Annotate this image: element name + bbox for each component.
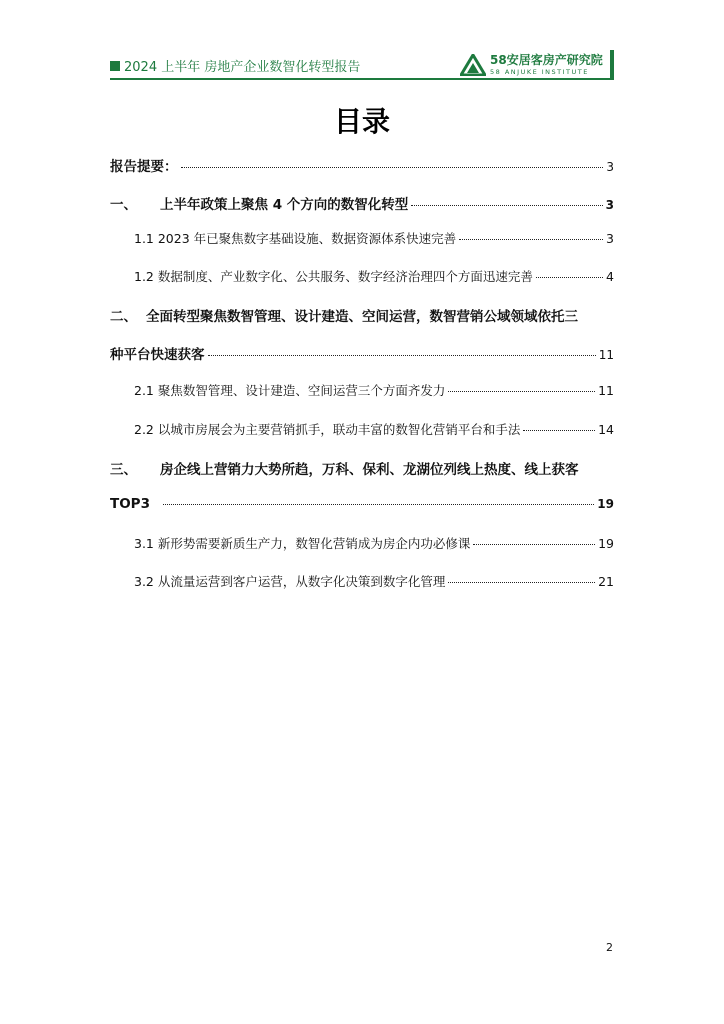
section-title-line1: 房企线上营销力大势所趋，万科、保利、龙湖位列线上热度、线上获客 bbox=[160, 462, 579, 478]
toc-entry-label: 3.1 新形势需要新质生产力，数智化营销成为房企内功必修课 bbox=[134, 536, 471, 551]
toc-entry-label bbox=[110, 193, 408, 213]
toc-entry-section-2-line1[interactable] bbox=[110, 305, 614, 327]
toc-leader-dots bbox=[459, 239, 603, 240]
toc-leader-dots bbox=[448, 582, 595, 583]
toc-leader-dots bbox=[208, 355, 596, 356]
toc-entry-page: 21 bbox=[598, 574, 614, 589]
logo-bar bbox=[610, 50, 614, 80]
toc-entry-section-3[interactable] bbox=[110, 496, 614, 518]
toc-entry-section-1[interactable] bbox=[110, 193, 614, 215]
page-number: 2 bbox=[606, 941, 613, 954]
toc-entry-label: 1.1 2023 年已聚焦数字基础设施、数据资源体系快速完善 bbox=[134, 231, 457, 246]
toc-title: 目录 bbox=[333, 105, 390, 138]
toc-entry-3-2[interactable] bbox=[134, 572, 614, 594]
toc-entry-label: 报告提要： bbox=[110, 159, 178, 175]
toc-entry-2-2[interactable] bbox=[134, 420, 614, 442]
section-number: 二、 bbox=[110, 309, 137, 325]
toc-entry-label: 3.2 从流量运营到客户运营，从数字化决策到数字化管理 bbox=[134, 574, 446, 589]
toc-entry-page: 3 bbox=[606, 231, 614, 246]
toc-entry-2-1[interactable] bbox=[134, 381, 614, 403]
toc-entry-page: 19 bbox=[598, 536, 614, 551]
toc-entry-page: 3 bbox=[606, 160, 614, 174]
header-divider bbox=[110, 78, 614, 80]
toc-entry-3-1[interactable] bbox=[134, 534, 614, 556]
toc-entry-summary[interactable] bbox=[110, 155, 614, 177]
report-header-title: 2024 上半年 房地产企业数智化转型报告 bbox=[124, 60, 361, 75]
section-title-line1: 全面转型聚焦数智管理、设计建造、空间运营，数智营销公域领域依托三 bbox=[146, 309, 578, 325]
logo-subtitle: 58 ANJUKE INSTITUTE bbox=[490, 68, 589, 76]
toc-entry-page: 4 bbox=[606, 269, 614, 284]
toc-entry-page: 14 bbox=[598, 422, 614, 437]
logo-name: 58安居客房产研究院 bbox=[490, 53, 603, 67]
toc-leader-dots bbox=[411, 205, 602, 206]
toc-entry-section-2[interactable] bbox=[110, 343, 614, 365]
section-title: 上半年政策上聚焦 4 个方向的数智化转型 bbox=[160, 197, 409, 213]
toc-entry-1-1[interactable] bbox=[134, 229, 614, 251]
section-title-line2: 种平台快速获客 bbox=[110, 347, 205, 363]
toc-entry-label: 2.2 以城市房展会为主要营销抓手，联动丰富的数智化营销平台和手法 bbox=[134, 422, 521, 437]
toc-leader-dots bbox=[536, 277, 603, 278]
section-title-line2: TOP3 bbox=[110, 496, 150, 512]
toc-leader-dots bbox=[181, 167, 604, 168]
section-number: 一、 bbox=[110, 197, 137, 213]
section-number: 三、 bbox=[110, 462, 137, 478]
header-square-marker bbox=[110, 61, 120, 71]
toc-entry-label: 1.2 数据制度、产业数字化、公共服务、数字经济治理四个方面迅速完善 bbox=[134, 269, 533, 284]
toc-entry-page: 3 bbox=[605, 198, 614, 212]
toc-entry-page: 11 bbox=[598, 348, 614, 362]
toc-leader-dots bbox=[473, 544, 595, 545]
toc-entry-page: 19 bbox=[597, 497, 614, 511]
toc-entry-1-2[interactable] bbox=[134, 267, 614, 289]
toc-leader-dots bbox=[163, 504, 594, 505]
institute-logo bbox=[460, 50, 620, 80]
logo-mark-icon bbox=[460, 54, 486, 76]
toc-entry-page: 11 bbox=[598, 383, 614, 398]
toc-leader-dots bbox=[523, 430, 595, 431]
toc-leader-dots bbox=[448, 391, 595, 392]
toc-entry-label: 2.1 聚焦数智管理、设计建造、空间运营三个方面齐发力 bbox=[134, 383, 446, 398]
toc-entry-section-3-line1[interactable] bbox=[110, 458, 614, 480]
